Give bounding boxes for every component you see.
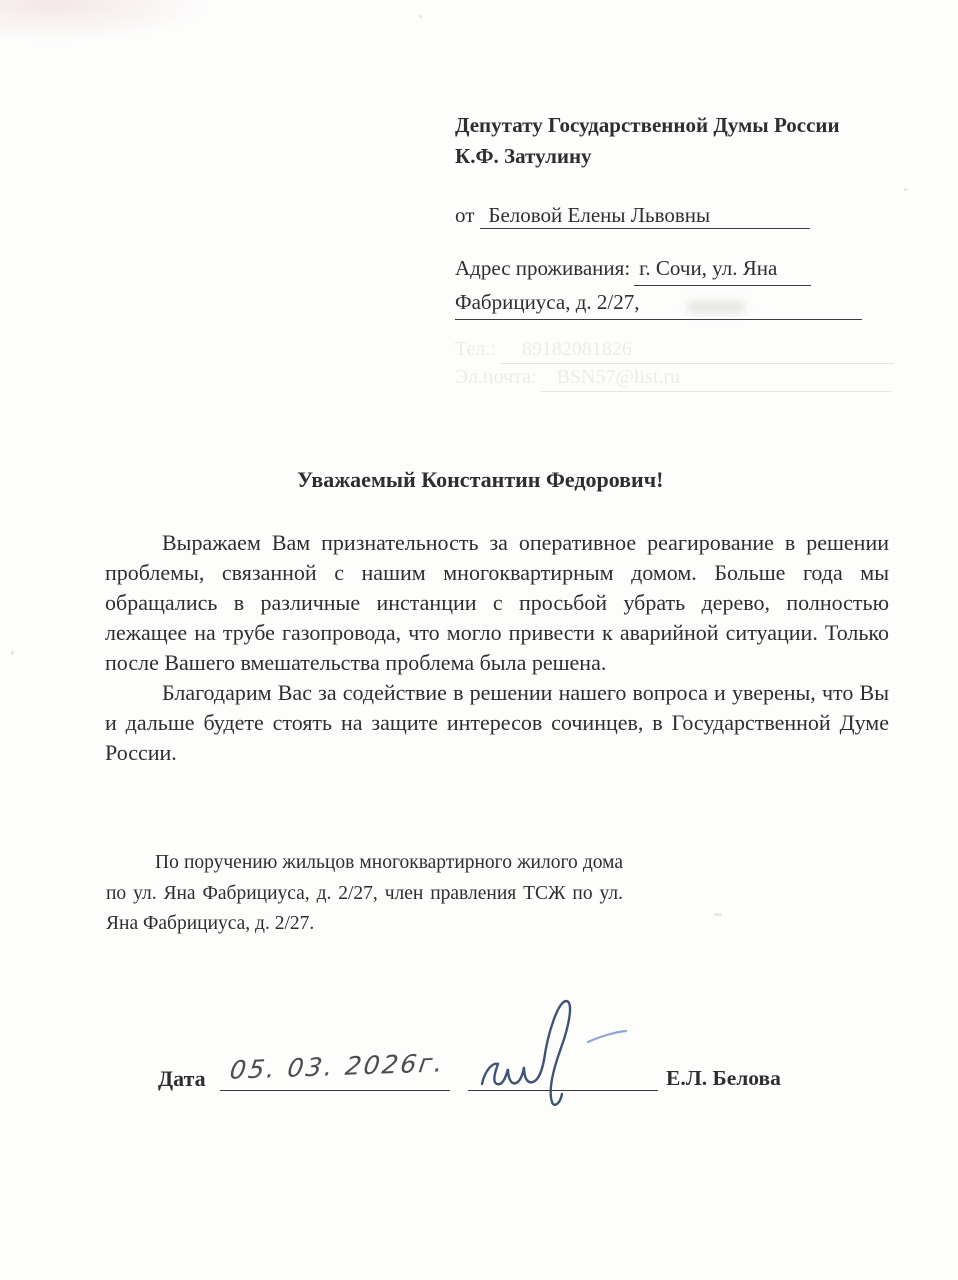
signoff-block bbox=[106, 848, 623, 940]
signer-name: Е.Л. Белова bbox=[666, 1066, 781, 1090]
from-line bbox=[455, 203, 810, 229]
phone-line bbox=[455, 336, 895, 364]
recipient-block bbox=[455, 110, 900, 172]
recipient-line-2: К.Ф. Затулину bbox=[455, 144, 592, 168]
letter-body bbox=[105, 528, 889, 768]
recipient-line-1: Депутату Государственной Думы России bbox=[455, 113, 840, 137]
from-name-underlined: Беловой Елены Львовны bbox=[480, 203, 810, 229]
scan-smudge bbox=[0, 0, 210, 42]
signature-stroke bbox=[482, 1001, 570, 1105]
date-underline bbox=[220, 1090, 450, 1091]
scan-speck bbox=[11, 651, 14, 655]
address-line-1 bbox=[455, 252, 885, 286]
scan-speck bbox=[714, 913, 722, 916]
signature-flourish bbox=[588, 1031, 626, 1042]
address-value-2: Фабрициуса, д. 2/27, bbox=[455, 286, 680, 320]
address-value-1: г. Сочи, ул. Яна bbox=[634, 252, 811, 286]
address-label: Адрес проживания: bbox=[455, 256, 631, 280]
date-label: Дата bbox=[158, 1066, 206, 1091]
phone-label: Тел.: bbox=[455, 338, 496, 360]
handwritten-date: 05. 03. 2026г. bbox=[228, 1048, 448, 1085]
handwritten-signature bbox=[468, 992, 658, 1114]
signoff-text: По поручению жильцов многоквартирного жилого дома по ул. Яна Фабрициуса, д. 2/27, член правления ТСЖ по ул. Яна Фабрициуса, д. 2/27. bbox=[106, 852, 623, 934]
redaction-smudge bbox=[688, 301, 744, 313]
email-label: Эл.почта: bbox=[455, 366, 537, 388]
email-value: BSN57@list.ru bbox=[541, 364, 891, 392]
email-line bbox=[455, 364, 895, 392]
address-blank-underline bbox=[680, 295, 862, 320]
salutation: Уважаемый Константин Федорович! bbox=[297, 467, 664, 492]
body-paragraph-1: Выражаем Вам признательность за оперативное реагирование в решении проблемы, связанной с нашим многоквартирным домом. Больше года мы обращались в различные инстанции с просьбой убрать дерево, полностью лежащее на трубе газопровода, что могло привести к аварийной ситуации. Только после Вашего вмешательства проблема была решена. bbox=[105, 530, 889, 675]
phone-value: 89182081826 bbox=[500, 336, 894, 364]
scan-speck bbox=[419, 15, 422, 18]
scan-speck bbox=[904, 188, 907, 191]
from-label: от bbox=[455, 203, 475, 227]
body-paragraph-2: Благодарим Вас за содействие в решении нашего вопроса и уверены, что Вы и дальше будете стоять на защите интересов сочинцев, в Государственной Думе России. bbox=[105, 680, 889, 765]
address-block bbox=[455, 252, 885, 320]
address-line-2 bbox=[455, 286, 885, 320]
faded-contact-block bbox=[455, 336, 895, 392]
